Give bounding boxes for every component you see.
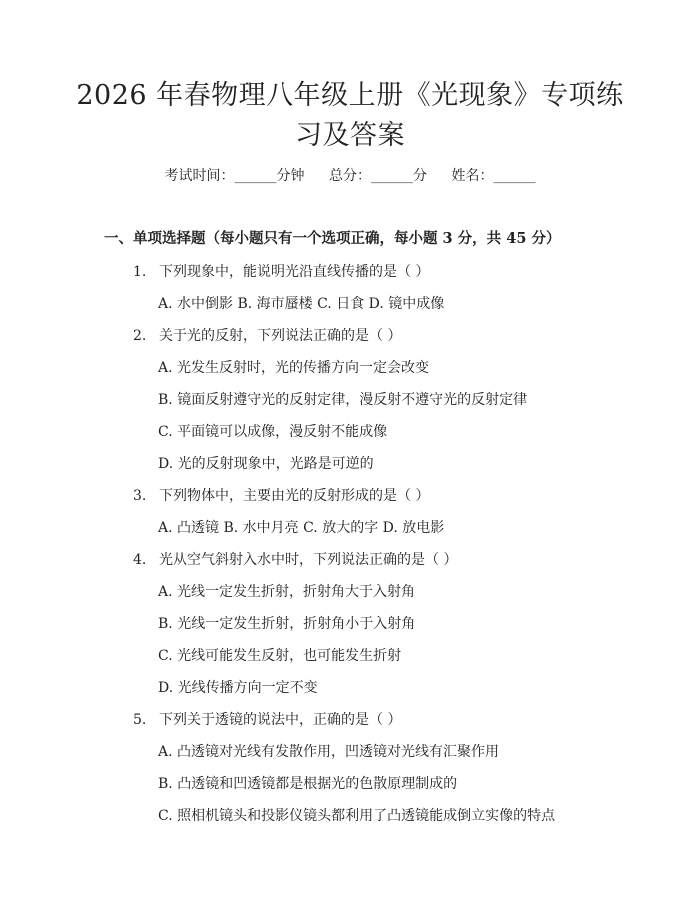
question-5-option-c: C. 照相机镜头和投影仪镜头都利用了凸透镜能成倒立实像的特点 [158, 808, 556, 824]
student-name: 姓名：______ [451, 168, 536, 184]
question-4-option-c: C. 光线可能发生反射，也可能发生折射 [158, 648, 402, 664]
question-text: 下列现象中，能说明光沿直线传播的是（ ） [159, 264, 430, 280]
section-heading: 一、单项选择题（每小题只有一个选项正确，每小题 3 分，共 45 分） [104, 230, 561, 247]
question-2-option-d: D. 光的反射现象中，光路是可逆的 [158, 456, 374, 472]
question-1-options: A. 水中倒影 B. 海市蜃楼 C. 日食 D. 镜中成像 [158, 296, 445, 312]
question-3-options: A. 凸透镜 B. 水中月亮 C. 放大的字 D. 放电影 [158, 520, 445, 536]
question-number: 2. [133, 328, 147, 344]
question-2-option-b: B. 镜面反射遵守光的反射定律，漫反射不遵守光的反射定律 [158, 392, 528, 408]
question-number: 5. [133, 712, 147, 728]
title-line-1: 2026 年春物理八年级上册《光现象》专项练 [76, 80, 624, 111]
question-4-option-d: D. 光线传播方向一定不变 [158, 680, 318, 696]
question-4-option-b: B. 光线一定发生折射，折射角小于入射角 [158, 616, 416, 632]
question-text: 下列物体中，主要由光的反射形成的是（ ） [159, 488, 430, 504]
question-number: 4. [133, 552, 147, 568]
question-number: 3. [133, 488, 147, 504]
question-3 [133, 486, 429, 506]
question-5-option-a: A. 凸透镜对光线有发散作用，凹透镜对光线有汇聚作用 [158, 744, 500, 760]
question-5-option-b: B. 凸透镜和凹透镜都是根据光的色散原理制成的 [158, 776, 458, 792]
question-1 [133, 262, 429, 282]
question-2 [133, 326, 401, 346]
exam-time: 考试时间：______分钟 [164, 168, 305, 184]
exam-info [0, 166, 700, 186]
question-2-option-a: A. 光发生反射时，光的传播方向一定会改变 [158, 360, 430, 376]
question-4-option-a: A. 光线一定发生折射，折射角大于入射角 [158, 584, 416, 600]
question-4 [133, 550, 457, 570]
title-line-2: 习及答案 [295, 120, 405, 151]
question-text: 关于光的反射，下列说法正确的是（ ） [159, 328, 402, 344]
question-5 [133, 710, 401, 730]
question-text: 光从空气斜射入水中时，下列说法正确的是（ ） [159, 552, 458, 568]
document-title [70, 76, 630, 156]
question-text: 下列关于透镜的说法中，正确的是（ ） [159, 712, 402, 728]
exam-total-score: 总分：______分 [329, 168, 427, 184]
question-number: 1. [133, 264, 147, 280]
question-2-option-c: C. 平面镜可以成像，漫反射不能成像 [158, 424, 388, 440]
